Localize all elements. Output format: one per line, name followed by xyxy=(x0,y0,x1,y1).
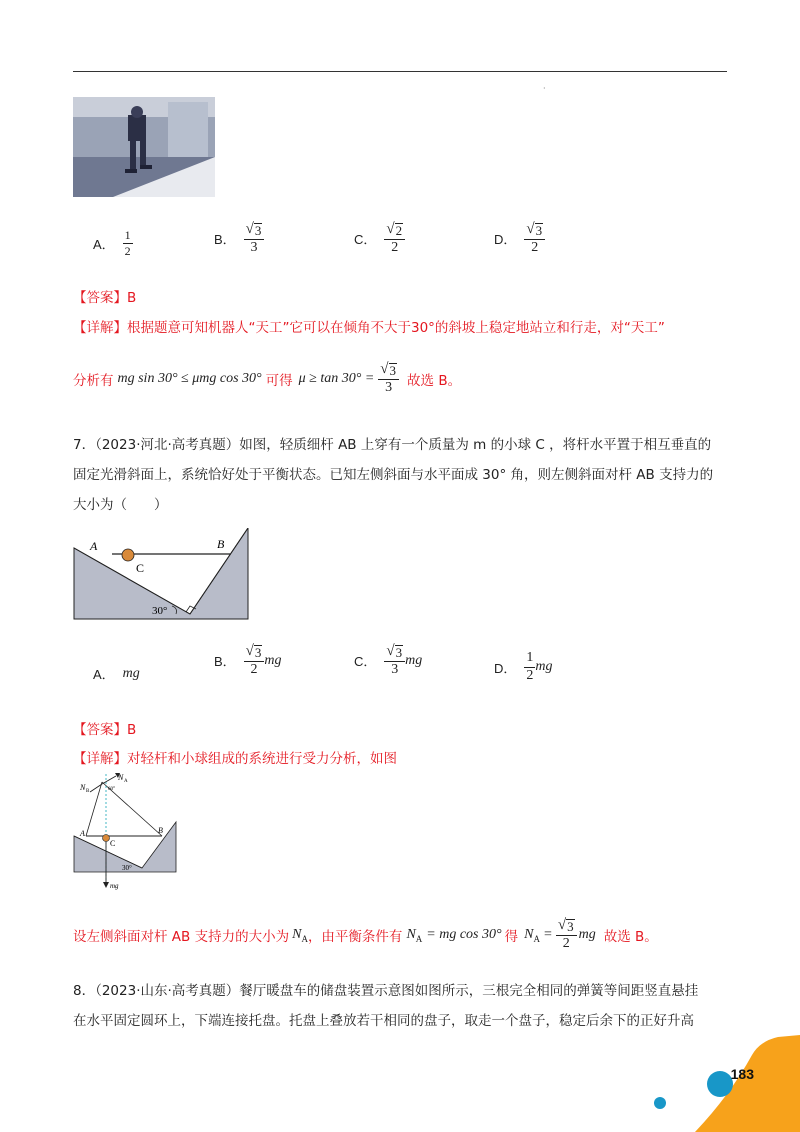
q6-detail-line1: 【详解】根据题意可知机器人“天工”它可以在倾角不大于30°的斜坡上稳定地站立和行走，对“天工” xyxy=(73,320,665,336)
page-number: 183 xyxy=(730,1066,754,1082)
q6-answer: 【答案】B xyxy=(73,290,137,306)
q7-option-a[interactable]: A． mg xyxy=(93,665,140,682)
q7-option-d[interactable]: D． $\frac{1}{2}$ mg xyxy=(494,650,553,683)
fig2-label-a: A xyxy=(80,829,85,838)
fig2-label-c: C xyxy=(110,839,116,848)
q7-option-b[interactable]: B． √ 3 2 mg xyxy=(214,643,282,677)
q6-option-a[interactable]: A． $\frac{1}{2}$ xyxy=(93,228,131,258)
robot-photo xyxy=(73,97,215,197)
q6-option-b[interactable]: B． √ 3 3 xyxy=(214,222,264,255)
q7-option-c[interactable]: C． √ 3 3 mg xyxy=(354,643,423,677)
header-dot: · xyxy=(543,84,546,93)
fig2-label-b: B xyxy=(158,826,163,835)
fig2-label-nb: N xyxy=(80,783,86,792)
q7-stem: 7．（2023·河北·高考真题）如图，轻质细杆 AB 上穿有一个质量为 m 的小球 C ，将杆水平置于相互垂直的 固定光滑斜面上，系统恰好处于平衡状态。已知左侧斜面与水平面成 30° 角，则左侧斜面对杆 AB 支持力的 大小为（ ） xyxy=(73,437,714,513)
q6-option-c[interactable]: C． √ 2 2 xyxy=(354,222,405,255)
q7-label-a: A xyxy=(90,539,98,553)
corner-decoration xyxy=(640,1035,800,1132)
q6-option-d[interactable]: D． √ 3 2 xyxy=(494,222,545,255)
q7-detail-line1: 【详解】对轻杆和小球组成的系统进行受力分析，如图 xyxy=(73,751,397,767)
q7-label-angle: 30° xyxy=(152,605,168,617)
header-rule xyxy=(73,71,727,72)
fig2-label-60: 60° xyxy=(108,787,115,792)
q7-label-b: B xyxy=(217,537,225,551)
q7-detail-line2: 设左侧斜面对杆 AB 支持力的大小为 N A ，由平衡条件有 N A = mg cos 30° 得 N A = √ 3 2 mg 故选 B。 xyxy=(73,917,658,951)
fig2-label-angle: 30° xyxy=(122,864,132,872)
fig2-label-na: N xyxy=(118,773,124,782)
q7-label-c: C xyxy=(136,561,145,575)
q7-force-diagram xyxy=(72,770,182,892)
fig2-label-mg: mg xyxy=(110,882,119,890)
fig2-label-nb-sub: B xyxy=(86,789,90,794)
q7-answer: 【答案】B xyxy=(73,722,137,738)
fig2-label-na-sub: A xyxy=(124,779,128,784)
q7-incline-figure xyxy=(72,528,252,620)
q8-stem: 8．（2023·山东·高考真题）餐厅暖盘车的储盘装置示意图如图所示，三根完全相同的弹簧等间距竖直悬挂 在水平固定圆环上，下端连接托盘。托盘上叠放若干相同的盘子，取走一个盘子，稳定后余下的正好升高 xyxy=(73,983,699,1029)
q6-detail-line2: 分析有 mg sin 30° ≤ μmg cos 30° 可得 μ ≥ tan 30° = √ 3 3 故选 B。 xyxy=(73,361,462,395)
